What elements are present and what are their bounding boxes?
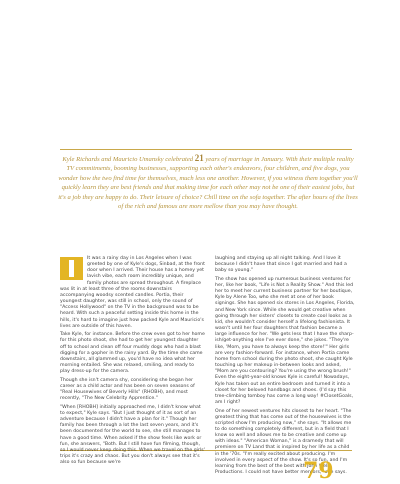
intro-body: years of marriage in January. With their multiple reality TV commitments, booming businesses, supporting each other's endeavors, four children, and five dogs, you wonder how the two find time for themselves, much less one another. However, if you witness them together you'll quickly learn they are best friends and that making time for each other may not be one of their easiest jobs, but it's a job they are happy to do. Their leisure of choice? Chill time on the sofa together. The after hours of the lives of the rich and famous are more mellow than you may have thought. bbox=[58, 156, 358, 211]
paragraph: Take Kyle, for instance. Before the crew even got to her home for this photo shoot, she had to get her youngest daughter off to school and clean off four muddy dogs who had a blast digging for a gopher in the rainy yard. By the time she came downstairs, all glammed up, you'd have no idea what her morning entailed. She was relaxed, smiling, and ready to play dress-up for the camera. bbox=[60, 332, 205, 375]
right-column bbox=[215, 256, 355, 479]
intro-deck bbox=[58, 154, 358, 211]
paragraph bbox=[60, 256, 205, 330]
paragraph: Though she isn't camera shy, considering she began her career as a child actor and has been on seven seasons of "Real Housewives of Beverly Hills" (RHOBH), and most recently, "The New Celebrity Apprentice." bbox=[60, 377, 195, 402]
intro-years-number: 21 bbox=[194, 153, 204, 163]
top-divider bbox=[60, 149, 352, 150]
paragraph: One of her newest ventures hits closest to her heart. "The greatest thing that has come out of the housewives is the scripted show I'm producing now," she says. "It allows me to do something completely different, but in a field that I know so well and allows me to be creative and come up with ideas." "American Woman," is a dramedy that will premiere on TV Land that is inspired by her life as a child in the '70s. "I'm really excited about producing. I'm involved in every aspect of the show. It's so fun, and I'm learning from the best of the best with John Wells Productions. I could not have better mentors," she says. bbox=[215, 408, 352, 476]
paragraph: laughing and staying up all night talking. And I love it because I didn't have that since I got married and had a baby so young." bbox=[215, 256, 347, 274]
drop-cap-letter-i bbox=[69, 260, 74, 277]
drop-cap bbox=[60, 257, 83, 280]
paragraph-text: It was a rainy day in Los Angeles when I was greeted by one of Kyle's dogs, Sinbad, at the front door when I arrived. Their house has a homey yet lavish vibe, each room incredibly unique, and family photos are spread throughout. A fireplace was lit in at least three of the rooms downstairs accompanying woodsy scented candles. Portia, their youngest daughter, was still in school, only the sound of "Access Hollywood" on the TV in the background was to be heard. With such a peaceful setting inside this home in the hills, it's hard to imagine just how packed Kyle and Mauricio's lives are outside of this haven. bbox=[60, 256, 205, 329]
page-number: 79 bbox=[303, 458, 334, 484]
paragraph: The show has opened up numerous business ventures for her, like her book, "Life is Not a Reality Show." And this led her to meet her current business partner for her boutique, Kyle by Alene Too, who she met at one of her book signings. She has opened six stores in Los Angeles, Florida, and New York since. While she would get creative when going through her sisters' closets to create cool looks as a kid, she wouldn't consider herself a lifelong fashionista. It wasn't until her four daughters that fashion became a large influence for her. "We gets less that I have the sharp-ish/get-anything else I've ever done," she jokes. "They're like, 'Mom, you have to always keep the store!'" Her girls are very fashion-forward. For instance, when Portia came home from school during the photo shoot, she caught Kyle touching up her makeup in-between looks and asked, "Mom are you contouring? You're using the wrong brush!" Even the eight-year-old knows Kyle is careful! Nowadays, Kyle has taken out an entire bedroom and turned it into a closet for her beloved handbags and shoes. (I'd say this tree-climbing tomboy has come a long way! #ClosetGoals, am I right? bbox=[215, 276, 355, 405]
intro-lead: Kyle Richards and Mauricio Umansky celebrated bbox=[62, 156, 194, 163]
left-column bbox=[60, 256, 205, 469]
paragraph: "When [RHOBH] initially approached me, I didn't know what to expect," Kyle says. "But I just thought of it as sort of an adventure because I didn't have a plan for it." Though her family has been through a lot the last seven years, and it's been documented for the world to see, she still manages to have a good time. When asked if the show feels like work or fun, she answers, "Both. But I still have fun filming, though, so I would never keep doing this. When we travel on the girls' trips it's crazy and chaos. But you don't always see that it's also so fun because we're bbox=[60, 404, 205, 466]
